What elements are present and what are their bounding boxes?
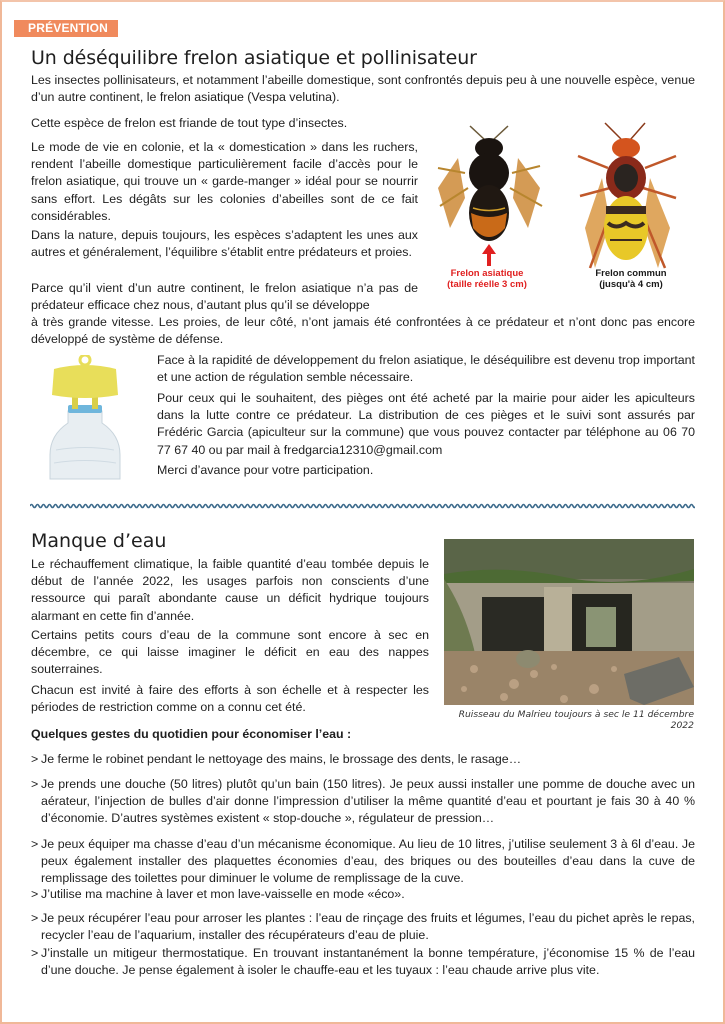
chevron-right-icon: > [31, 752, 39, 766]
paragraph: Cette espèce de frelon est friande de tout type d’insectes. [31, 116, 348, 130]
chevron-right-icon: > [31, 837, 39, 851]
tip-text: J’utilise ma machine à laver et mon lave-vaisselle en mode «éco». [41, 887, 405, 901]
dry-stream-photo [444, 539, 694, 705]
paragraph: Le mode de vie en colonie, et la « domestication » dans les ruchers, rendent l’abeille domestique particulièrement facile d’accès pour le frelon asiatique, qui trouve un « garde-manger » idéal pour se nourrir sans effort. Les dégâts sur les colonies d’abeilles sont de ce fait considérables. [31, 140, 418, 223]
paragraph: Certains petits cours d’eau de la commune sont encore à sec en décembre, ce qui laisse imaginer le déficit en eau des nappes souterraines. [31, 628, 429, 677]
paragraph: Le réchauffement climatique, la faible quantité d’eau tombée depuis le début de l’année 2022, les usages parfois non conscients d’une ressource qui paraît abondante cause un déficit hydrique toujours alarmant en cette fin d’année. [31, 557, 429, 623]
chevron-right-icon: > [31, 911, 39, 925]
chevron-right-icon: > [31, 777, 39, 791]
tip-text: J’installe un mitigeur thermostatique. En trouvant instantanément la bonne température, j’économise 15 % de l’eau d’une douche. Je pense également à isoler le chauffe-eau et les tuyaux : l’eau chaude arrive plus vite. [41, 946, 695, 978]
article-title-water: Manque d’eau [31, 530, 167, 552]
paragraph: Merci d’avance pour votre participation. [157, 463, 374, 477]
tip-text: Je prends une douche (50 litres) plutôt qu’un bain (150 litres). Je peux aussi installer une pomme de douche avec un aérateur, l’injection de bulles d’air donne l’impression d’utiliser la même quantité d’eau et pourtant je fais 30 à 40 % d’économie. D’autres systèmes existent « stop-douche », régulateur de pression… [41, 777, 695, 826]
wave-divider [30, 500, 695, 512]
list-item [31, 945, 695, 979]
hornet-trap-image [40, 355, 130, 483]
paragraph: Les insectes pollinisateurs, et notamment l’abeille domestique, sont confrontés depuis peu à une nouvelle espèce, venue d’un autre continent, le frelon asiatique (Vespa velutina). [31, 73, 695, 105]
photo-caption: Ruisseau du Malrieu toujours à sec le 11 décembre 2022 [458, 709, 694, 731]
list-item [31, 751, 695, 768]
bridge-photo-icon [444, 539, 694, 705]
common-hornet-icon [578, 123, 676, 268]
section-tag: PRÉVENTION [14, 20, 118, 37]
list-item [31, 836, 695, 888]
list-item [31, 886, 695, 903]
tips-title: Quelques gestes du quotidien pour économiser l’eau : [31, 727, 352, 741]
paragraph: à très grande vitesse. Les proies, de leur côté, n’ont jamais été confrontées à ce prédateur et n’ont donc pas encore développé de système de défense. [31, 315, 695, 347]
asian-hornet-caption [437, 268, 537, 290]
tip-text: Je peux équiper ma chasse d’eau d’un mécanisme économique. Au lieu de 10 litres, j’utilise seulement 3 à 6l d’eau. Je peux également installer des plaquettes économies d’eau, des briques ou des bouteilles d’eau dans la cuve de remplissage des toilettes pour diminuer le volume de remplissage de la cuve. [41, 837, 695, 886]
paragraph: Chacun est invité à faire des efforts à son échelle et à respecter les périodes de restriction comme on a connu cet été. [31, 683, 429, 715]
article-title-hornet: Un déséquilibre frelon asiatique et pollinisateur [31, 47, 477, 69]
caption-line: Frelon asiatique [450, 268, 524, 279]
list-item [31, 776, 695, 828]
paragraph: Parce qu’il vient d’un autre continent, le frelon asiatique n’a pas de prédateur efficace chez nous, d’autant plus qu’il se développe [31, 281, 418, 313]
caption-line: (taille réelle 3 cm) [447, 279, 527, 290]
paragraph: Face à la rapidité de développement du frelon asiatique, le déséquilibre est devenu trop important et une action de régulation semble nécessaire. [157, 353, 695, 385]
arrow-up-icon [482, 244, 496, 266]
tip-text: Je ferme le robinet pendant le nettoyage des mains, le brossage des dents, le rasage… [41, 752, 522, 766]
chevron-right-icon: > [31, 887, 39, 901]
common-hornet-caption [586, 268, 676, 290]
tip-text: Je peux récupérer l’eau pour arroser les plantes : l’eau de rinçage des fruits et légumes, l’eau du pichet après le repas, recycler l’eau de l’aquarium, installer des récupérateurs d’eau de pluie. [41, 911, 695, 943]
list-item [31, 910, 695, 944]
caption-line: (jusqu'à 4 cm) [599, 279, 663, 290]
trap-bottle-icon [50, 355, 120, 479]
chevron-right-icon: > [31, 946, 39, 960]
asian-hornet-icon [438, 126, 542, 241]
paragraph: Pour ceux qui le souhaitent, des pièges ont été acheté par la mairie pour aider les apiculteurs dans la lutte contre ce prédateur. La distribution de ces pièges et le suivi sont assurés par Frédéric Garcia (apiculteur sur la commune) que vous pouvez contacter par téléphone au 06 70 77 67 40 ou par mail à fredgarcia12310@gmail.com [157, 391, 695, 457]
caption-line: Frelon commun [595, 268, 667, 279]
paragraph: Dans la nature, depuis toujours, les espèces s’adaptent les unes aux autres et généralement, l’équilibre s’établit entre prédateurs et proies. [31, 228, 418, 260]
